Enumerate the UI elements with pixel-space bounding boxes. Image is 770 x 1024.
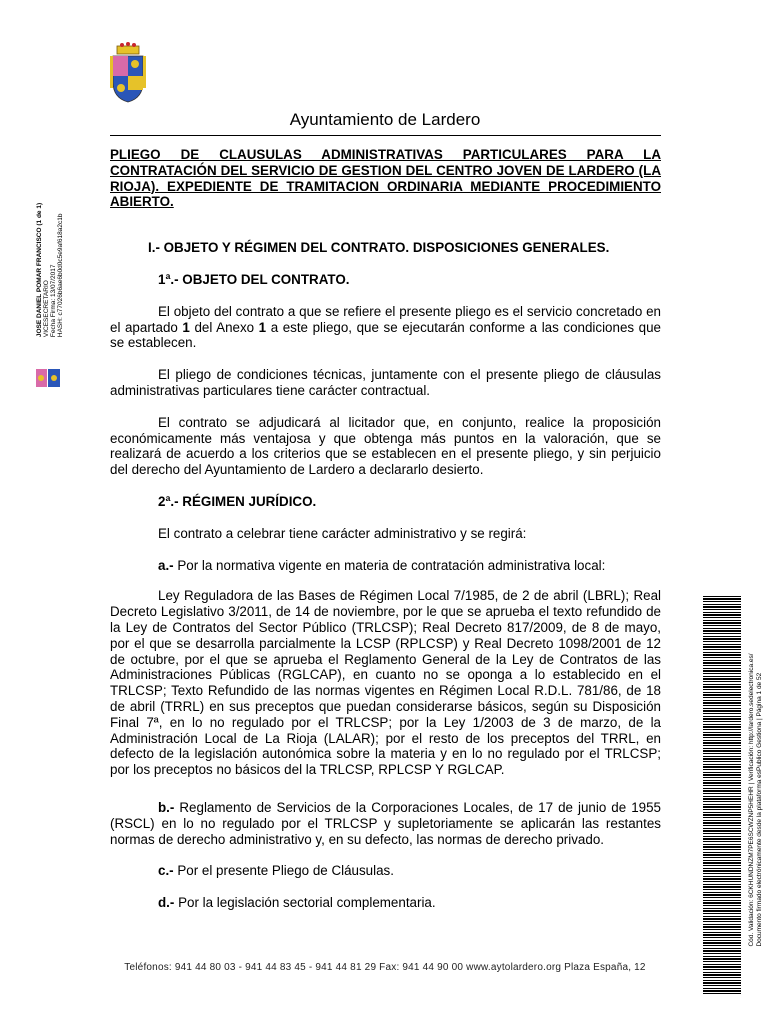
- verification-code: Cód. Validación: 6CKHUNDNZM7PE6SCWZNP5HEHR | Verificación: http://lardero.sedelectronica.es/: [748, 653, 755, 947]
- paragraph-item-a: [110, 558, 661, 574]
- signature-stamp: [20, 190, 80, 350]
- document-body: [110, 147, 661, 927]
- item-text: Por la normativa vigente en materia de contratación administrativa local:: [173, 557, 606, 573]
- footer-contact: Teléfonos: 941 44 80 03 - 941 44 83 45 - 941 44 81 29 Fax: 941 44 90 00 www.aytolardero.org Plaza España, 12: [124, 962, 646, 973]
- item-text: Por el presente Pliego de Cláusulas.: [173, 863, 394, 879]
- item-label: d.-: [158, 895, 175, 911]
- paragraph-text: del Anexo: [189, 319, 259, 335]
- paragraph-caracter: El contrato a celebrar tiene carácter administrativo y se regirá:: [158, 525, 527, 541]
- paragraph-objeto: [110, 304, 661, 351]
- item-text: Por la legislación sectorial complementaria.: [174, 895, 436, 911]
- item-label: b.-: [158, 799, 175, 815]
- paragraph-pliego: El pliego de condiciones técnicas, juntamente con el presente pliego de cláusulas administrativas particulares tiene carácter contractual.: [110, 367, 661, 398]
- paragraph-text: El objeto del contrato a que se refiere el presente pliego es el servicio concretado en el apartado: [110, 303, 661, 335]
- paragraph-text: a este pliego, que se ejecutarán conforme a las condiciones que se establecen.: [110, 319, 661, 351]
- municipal-crest-icon: [108, 42, 148, 104]
- verification-platform: Documento firmado electrónicamente desde la plataforma esPublico Gestiona | Página 1 de 52: [756, 672, 763, 947]
- item-text: Reglamento de Servicios de la Corporaciones Locales, de 17 de junio de 1955 (RSCL) en lo no regulado por el TRLCSP y supletoriamente se aplicarán las restantes normas de derecho administrativo y, en su defecto, las normas de derecho privado.: [110, 799, 661, 847]
- bold-ref: 1: [182, 319, 190, 335]
- signature-logo-icon: [35, 368, 61, 388]
- verification-text: [742, 610, 770, 990]
- signer-name: JOSE DANIEL POMAR FRANCISCO (1 de 1): [36, 202, 43, 338]
- signature-hash: HASH: c77026b6ae6b0d0c5e9af618a2c1b: [57, 213, 64, 338]
- paragraph-item-b: [110, 800, 661, 847]
- subsection-heading-objeto: 1ª.- OBJETO DEL CONTRATO.: [158, 271, 350, 287]
- item-label: c.-: [158, 863, 174, 879]
- item-label: a.-: [158, 557, 174, 573]
- verification-barcode: [703, 596, 741, 994]
- subsection-heading-regimen: 2ª.- RÉGIMEN JURÍDICO.: [158, 493, 317, 509]
- signer-role: VICESECRETARIO: [43, 280, 50, 338]
- paragraph-item-d: [110, 895, 661, 911]
- page-title: Ayuntamiento de Lardero: [289, 110, 481, 129]
- paragraph-legislacion: Ley Reguladora de las Bases de Régimen Local 7/1985, de 2 de abril (LBRL); Real Decreto Legislativo 3/2011, de 14 de noviembre, por le que se aprueba el texto refundido de la Ley de Contratos del Sector Público (TRLCSP); Real Decreto 817/2009, de 8 de mayo, por el que se desarrolla parcialmente la LCSP (RPLCSP) y Real Decreto 1098/2001 de 12 de octubre, por el que se aprueba el Reglamento General de la Ley de Contratos de las Administraciones Públicas (RGLCAP), en cuanto no se oponga a lo establecido en el TRLCSP; Texto Refundido de las normas vigentes en Régimen Local R.D.L. 781/86, de 18 de abril (TRRL) en sus preceptos que puedan considerarse básicos, según su Disposición Final 7ª, en lo no regulado por el TRLCSP; por la Ley 1/2003 de 3 de marzo, de la Administración Local de La Rioja (LALAR); por el resto de los preceptos del TRRL, en defecto de la legislación autonómica sobre la materia y en lo no regulado por el TRLCSP; por los preceptos no básicos del la TRLCSP, RPLCSP Y RGLCAP.: [110, 588, 661, 778]
- header-divider: [110, 135, 661, 136]
- paragraph-adjudicacion: El contrato se adjudicará al licitador que, en conjunto, realice la proposición económicamente más ventajosa y que obtenga más puntos en la valoración, que se realizará de acuerdo a los criterios que se establecen en el presente pliego, y sin perjuicio del derecho del Ayuntamiento de Lardero a declararlo desierto.: [110, 414, 661, 478]
- bold-ref: 1: [258, 319, 267, 335]
- signature-date: Fecha Firma: 13/07/2017: [50, 264, 57, 338]
- document-title: PLIEGO DE CLAUSULAS ADMINISTRATIVAS PARTICULARES PARA LA CONTRATACIÓN DEL SERVICIO DE GESTION DEL CENTRO JOVEN DE LARDERO (LA RIOJA). EXPEDIENTE DE TRAMITACION ORDINARIA MEDIANTE PROCEDIMIENTO ABIERTO.: [110, 147, 661, 210]
- paragraph-item-c: [110, 863, 661, 879]
- section-heading: I.- OBJETO Y RÉGIMEN DEL CONTRATO. DISPOSICIONES GENERALES.: [148, 240, 610, 256]
